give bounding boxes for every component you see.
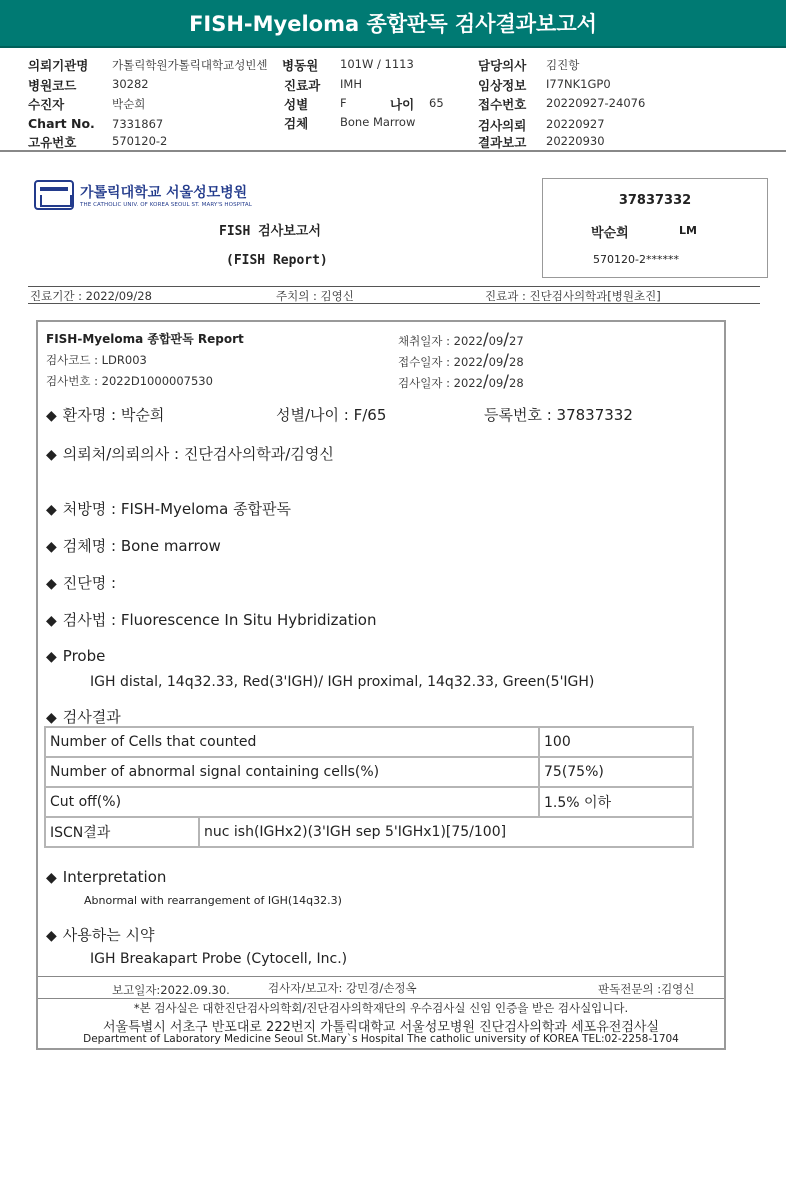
diamond-bullet-icon: ◆	[46, 408, 57, 424]
ward-label: 병동원	[282, 58, 319, 73]
results-table	[44, 726, 694, 848]
result-label-cell: Number of Cells that counted	[45, 727, 539, 757]
unique-no-label: 고유번호	[28, 135, 77, 150]
hospital-name-en: THE CATHOLIC UNIV. OF KOREA SEOUL ST. MARY'S HOSPITAL	[80, 202, 252, 208]
divider	[38, 976, 724, 977]
diamond-bullet-icon: ◆	[46, 539, 57, 555]
test-code: 검사코드 : LDR003	[46, 353, 147, 367]
collected-date: 채취일자 : 2022/09/27	[398, 330, 524, 350]
receipt-value: 20220927-24076	[546, 96, 646, 110]
table-row	[45, 757, 693, 787]
patient-value: 박순희	[112, 97, 146, 111]
visit-dept: 진료과 : 진단검사의학과[병원초진]	[485, 289, 661, 303]
patient-id-box	[542, 178, 768, 278]
result-value: 20220930	[546, 134, 605, 148]
test-number: 검사번호 : 2022D1000007530	[46, 374, 213, 388]
certification-note: *본 검사실은 대한진단검사의학회/진단검사의학재단의 우수검사실 신임 인증을 받은 검사실입니다.	[133, 1001, 629, 1015]
reader: 판독전문의 :김영신	[598, 982, 695, 996]
interpretation-label-line: ◆ Interpretation	[46, 868, 167, 886]
visit-period: 진료기간 : 2022/09/28	[30, 289, 152, 303]
reagent-label-line: ◆ 사용하는 시약	[46, 926, 155, 944]
hospital-name-kr: 가톨릭대학교 서울성모병원	[80, 185, 248, 201]
result-label-cell: Cut off(%)	[45, 787, 539, 817]
reagent-text: IGH Breakapart Probe (Cytocell, Inc.)	[90, 951, 348, 967]
report-date: 보고일자:2022.09.30.	[112, 983, 230, 997]
tested-date: 검사일자 : 2022/09/28	[398, 372, 524, 392]
ward-value: 101W / 1113	[340, 57, 414, 71]
report-title-kr: FISH 검사보고서	[219, 224, 321, 239]
report-body	[36, 320, 726, 1050]
reg-no-line: 등록번호 : 37837332	[484, 406, 633, 424]
report-name: FISH-Myeloma 종합판독 Report	[46, 332, 244, 346]
result-value-cell: 1.5% 이하	[539, 787, 693, 817]
iscn-value-cell: nuc ish(IGHx2)(3'IGH sep 5'IGHx1)[75/100]	[199, 817, 693, 847]
chart-no-label: Chart No.	[28, 116, 95, 131]
request-value: 20220927	[546, 117, 605, 131]
dept-value: IMH	[340, 77, 362, 91]
diamond-bullet-icon: ◆	[46, 870, 57, 886]
sex-age-line: 성별/나이 : F/65	[276, 406, 387, 424]
doctor-value: 김진항	[546, 58, 580, 72]
prescription-line: ◆ 처방명 : FISH-Myeloma 종합판독	[46, 500, 292, 518]
table-row	[45, 727, 693, 757]
result-label-line: ◆ 검사결과	[46, 708, 121, 726]
patient-label: 수진자	[28, 97, 65, 112]
idbox-tag: LM	[679, 224, 697, 237]
sex-label: 성별	[284, 97, 309, 112]
interpretation-text: Abnormal with rearrangement of IGH(14q32.3)	[84, 894, 342, 907]
diamond-bullet-icon: ◆	[46, 613, 57, 629]
iscn-label-cell: ISCN결과	[45, 817, 199, 847]
diamond-bullet-icon: ◆	[46, 576, 57, 592]
req-org-value: 가톨릭학원가톨릭대학교성빈센	[112, 58, 268, 72]
receipt-label: 접수번호	[478, 97, 527, 112]
divider	[28, 303, 760, 304]
divider	[38, 998, 724, 999]
idbox-id: 570120-2******	[593, 253, 679, 266]
patient-name-line: ◆ 환자명 : 박순희	[46, 406, 165, 424]
result-label: 결과보고	[478, 135, 527, 150]
reporters: 검사자/보고자: 강민경/손정옥	[268, 981, 417, 995]
specimen-line: ◆ 검체명 : Bone marrow	[46, 537, 221, 555]
hosp-code-label: 병원코드	[28, 78, 77, 93]
dept-label: 진료과	[284, 78, 321, 93]
probe-label-line: ◆ Probe	[46, 647, 106, 665]
idbox-reg-no: 37837332	[618, 193, 692, 208]
hospital-emblem-icon	[34, 180, 74, 210]
age-label: 나이	[390, 97, 415, 112]
doctor-label: 담당의사	[478, 58, 527, 73]
diamond-bullet-icon: ◆	[46, 502, 57, 518]
diamond-bullet-icon: ◆	[46, 649, 57, 665]
req-org-label: 의뢰기관명	[28, 58, 89, 73]
method-line: ◆ 검사법 : Fluorescence In Situ Hybridization	[46, 611, 377, 629]
specimen-value: Bone Marrow	[340, 115, 416, 129]
divider	[0, 150, 786, 152]
sex-value: F	[340, 96, 347, 110]
chart-no-value: 7331867	[112, 117, 164, 131]
probe-detail: IGH distal, 14q32.33, Red(3'IGH)/ IGH proximal, 14q32.33, Green(5'IGH)	[90, 674, 595, 690]
age-value: 65	[429, 96, 444, 110]
clinical-value: I77NK1GP0	[546, 77, 611, 91]
diamond-bullet-icon: ◆	[46, 710, 57, 726]
visit-attending: 주치의 : 김영신	[276, 289, 354, 303]
request-label: 검사의뢰	[478, 118, 527, 133]
requester-line: ◆ 의뢰처/의뢰의사 : 진단검사의학과/김영신	[46, 445, 334, 463]
hosp-code-value: 30282	[112, 77, 149, 91]
hospital-logo	[34, 180, 252, 210]
idbox-name: 박순희	[591, 226, 629, 241]
diamond-bullet-icon: ◆	[46, 447, 57, 463]
result-label-cell: Number of abnormal signal containing cells(%)	[45, 757, 539, 787]
result-value-cell: 75(75%)	[539, 757, 693, 787]
unique-no-value: 570120-2	[112, 134, 168, 148]
received-date: 접수일자 : 2022/09/28	[398, 351, 524, 371]
lab-address-en: Department of Laboratory Medicine Seoul St.Mary`s Hospital The catholic university of KOREA TEL:02-2258-1704	[83, 1033, 679, 1045]
clinical-label: 임상정보	[478, 78, 527, 93]
table-row	[45, 787, 693, 817]
diagnosis-line: ◆ 진단명 :	[46, 574, 117, 592]
lab-address: 서울특별시 서초구 반포대로 222번지 가톨릭대학교 서울성모병원 진단검사의학과 세포유전검사실	[102, 1020, 660, 1035]
report-header-title: FISH-Myeloma 종합판독 검사결과보고서	[0, 0, 786, 48]
divider	[28, 286, 760, 287]
table-row	[45, 817, 693, 847]
specimen-label: 검체	[284, 116, 309, 131]
result-value-cell: 100	[539, 727, 693, 757]
report-title-en: (FISH Report)	[226, 253, 328, 268]
diamond-bullet-icon: ◆	[46, 928, 57, 944]
